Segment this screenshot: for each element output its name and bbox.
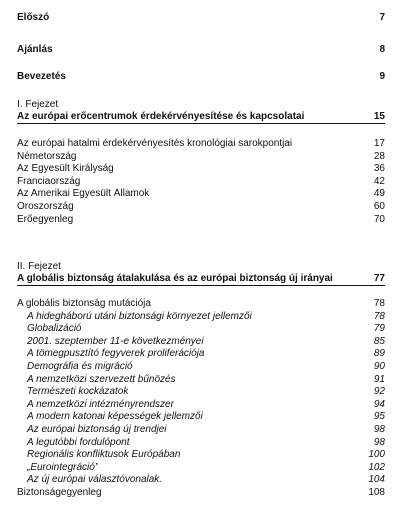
entry-title: Az Egyesült Királyság [17,163,114,175]
chapter-2-title [17,273,385,286]
entry-page: 17 [373,138,385,149]
entry-page: 60 [373,200,385,212]
section-entry [17,298,385,311]
entry-page: 108 [368,486,385,498]
entry-page: 42 [373,175,385,187]
entry-title: A modern katonai képességek jellemzői [27,411,203,423]
entry-page: 28 [373,150,385,162]
entry-title: Ajánlás [17,44,53,55]
list-item [17,214,385,227]
list-item [17,411,385,424]
entry-title: Erőegyenleg [17,213,74,225]
list-item [17,386,385,399]
chapter-2-label [17,261,385,273]
list-item [17,323,385,336]
chapter-2-entries [17,298,385,500]
list-item [17,201,385,214]
entry-page: 89 [373,348,385,360]
entry-title: A nemzetközi intézményrendszer [27,398,174,410]
chapter-label-text: I. Fejezet [17,99,59,110]
entry-page: 102 [368,461,385,473]
entry-title: Az európai erőcentrumok érdekérvényesítése és kapcsolatai [17,111,305,122]
entry-page: 8 [379,44,385,55]
entry-page: 98 [373,423,385,435]
entry-title: Németország [17,150,77,162]
list-item [17,399,385,412]
list-item [17,361,385,374]
entry-title: Biztonságegyenleg [17,486,102,498]
list-item [17,176,385,189]
entry-page: 100 [368,449,385,461]
entry-title: Az Amerikai Egyesült Államok [17,188,150,200]
entry-title: A globális biztonság mutációja [17,298,151,309]
entry-title: Globalizáció [27,323,82,335]
entry-title: A hidegháború utáni biztonsági környezet jellemzői [27,310,252,322]
entry-title: Oroszország [17,200,74,212]
list-item [17,188,385,201]
list-item [17,311,385,324]
entry-title: Az európai hatalmi érdekérvényesítés kronológiai sarokpontjai [17,138,293,149]
entry-page: 9 [379,71,385,82]
entry-title: „Eurointegráció” [27,461,99,473]
entry-title: A globális biztonság átalakulása és az európai biztonság új irányai [17,273,333,284]
chapter-1-entries [17,138,385,226]
entry-title: Az európai biztonság új trendjei [27,423,167,435]
entry-title: Természeti kockázatok [27,386,129,398]
list-item [17,336,385,349]
entry-page: 94 [373,398,385,410]
entry-page: 95 [373,411,385,423]
list-item [17,437,385,450]
entry-page: 98 [373,436,385,448]
entry-page: 77 [373,273,385,284]
entry-page: 78 [373,310,385,322]
entry-title: A tömegpusztító fegyverek proliferációja [27,348,205,360]
toc-entry-dedication [17,44,385,57]
toc-entry-introduction [17,71,385,84]
entry-page: 91 [373,373,385,385]
entry-title: Az új európai választóvonalak. [27,474,163,486]
entry-page: 92 [373,386,385,398]
list-item [17,151,385,164]
list-item [17,348,385,361]
list-item [17,449,385,462]
entry-title: 2001. szeptember 11-e következményei [27,335,204,347]
entry-page: 90 [373,360,385,372]
list-item [17,424,385,437]
entry-title: A nemzetközi szervezett bűnözés [27,373,176,385]
entry-title: Regionális konfliktusok Európában [27,449,181,461]
list-item [17,462,385,475]
chapter-label-text: II. Fejezet [17,261,61,272]
entry-page: 79 [373,323,385,335]
entry-title: Előszó [17,12,50,23]
closing-entry [17,487,385,500]
entry-page: 85 [373,335,385,347]
entry-page: 78 [373,298,385,309]
entry-title: Demográfia és migráció [27,360,133,372]
chapter-1-label [17,99,385,111]
entry-page: 49 [373,188,385,200]
entry-page: 36 [373,163,385,175]
list-item [17,474,385,487]
list-item [17,374,385,387]
toc-entry-preface [17,12,385,25]
entry-page: 7 [379,12,385,23]
list-item [17,163,385,176]
entry-title: A legutóbbi fordulópont [27,436,130,448]
entry-title: Franciaország [17,175,81,187]
entry-page: 15 [373,111,385,122]
entry-page: 104 [368,474,385,486]
entry-page: 70 [373,213,385,225]
entry-title: Bevezetés [17,71,66,82]
chapter-1-title [17,111,385,124]
list-item [17,138,385,151]
